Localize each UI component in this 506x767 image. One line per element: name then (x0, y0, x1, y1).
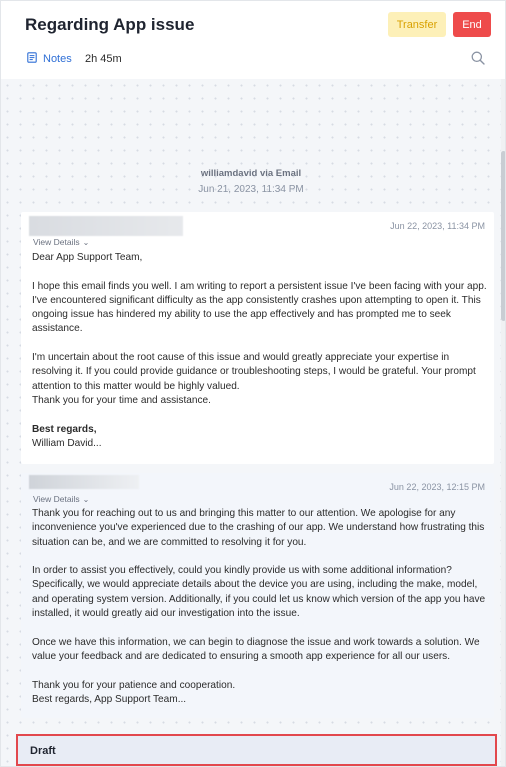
message-body (32, 507, 488, 707)
transfer-button[interactable]: Transfer (388, 12, 446, 37)
notes-icon (27, 52, 43, 66)
message-body (32, 251, 488, 451)
message-paragraph: In order to assist you effectively, could you kindly provide us with some additional information? Specifically, we would appreciate details about the device you are using, including the make, model, and operating system version. Additionally, if you could let us know which version of the app you have installed, it would greatly aid our investigation into the issue. (32, 565, 486, 620)
message-signoff: Best regards, (32, 423, 97, 435)
message-signature: Best regards, App Support Team... (32, 693, 187, 705)
message-signature: William David... (32, 437, 102, 449)
view-details-toggle[interactable] (33, 237, 89, 247)
message-paragraph: I hope this email finds you well. I am writing to report a persistent issue I've been facing with your app. I've encountered significant difficulty as the app consistently crashes upon attempting to open it. This ongoing issue has hindered my ability to use the app effectively and has prompted me to seek assistance. (32, 280, 487, 335)
thread-source (1, 168, 501, 195)
view-details-label: View Details (33, 494, 80, 504)
message-date: Jun 22, 2023, 12:15 PM (389, 482, 485, 492)
search-icon[interactable] (471, 51, 485, 70)
chevron-down-icon: ⌄ (82, 238, 90, 247)
message-paragraph: Thank you for your patience and cooperation. (32, 679, 236, 691)
sender-name-redacted (29, 475, 139, 489)
message-paragraph: Thank you for your time and assistance. (32, 394, 211, 406)
view-details-label: View Details (33, 237, 80, 247)
sender-name-redacted (29, 216, 183, 236)
thread-sender: williamdavid via Email (200, 168, 302, 179)
message-paragraph: I'm uncertain about the root cause of this issue and would greatly appreciate your expertise in resolving it. If you could provide guidance or troubleshooting steps, I would be grateful. Your prompt attention to this matter would be highly valued. (32, 352, 476, 392)
message-paragraph: Once we have this information, we can begin to diagnose the issue and work towards a solution. We value your feedback and are dedicated to ensuring a smooth app experience for all our users. (32, 636, 480, 662)
notes-link[interactable] (27, 52, 72, 66)
message-date: Jun 22, 2023, 11:34 PM (390, 221, 485, 231)
elapsed-timer: 2h 45m (85, 53, 122, 65)
chevron-down-icon: ⌄ (82, 495, 90, 504)
draft-section[interactable] (16, 734, 497, 766)
ticket-header (1, 1, 505, 79)
message-card-customer (21, 212, 494, 464)
conversation-thread[interactable] (1, 79, 501, 767)
message-paragraph: Thank you for reaching out to us and bringing this matter to our attention. We apologise for any inconvenience you've experienced due to the crashing of our app. We understand how frustrating this situation can be, and we are committed to resolving it for you. (32, 508, 485, 548)
page-title: Regarding App issue (25, 15, 195, 34)
view-details-toggle[interactable] (33, 494, 89, 504)
thread-datetime: Jun 21, 2023, 11:34 PM (198, 184, 304, 195)
end-button[interactable]: End (453, 12, 491, 37)
draft-label: Draft (30, 745, 56, 757)
scrollbar-thumb[interactable] (501, 151, 506, 321)
message-greeting: Dear App Support Team, (32, 252, 143, 263)
message-card-agent (21, 473, 494, 718)
notes-label: Notes (43, 53, 72, 65)
